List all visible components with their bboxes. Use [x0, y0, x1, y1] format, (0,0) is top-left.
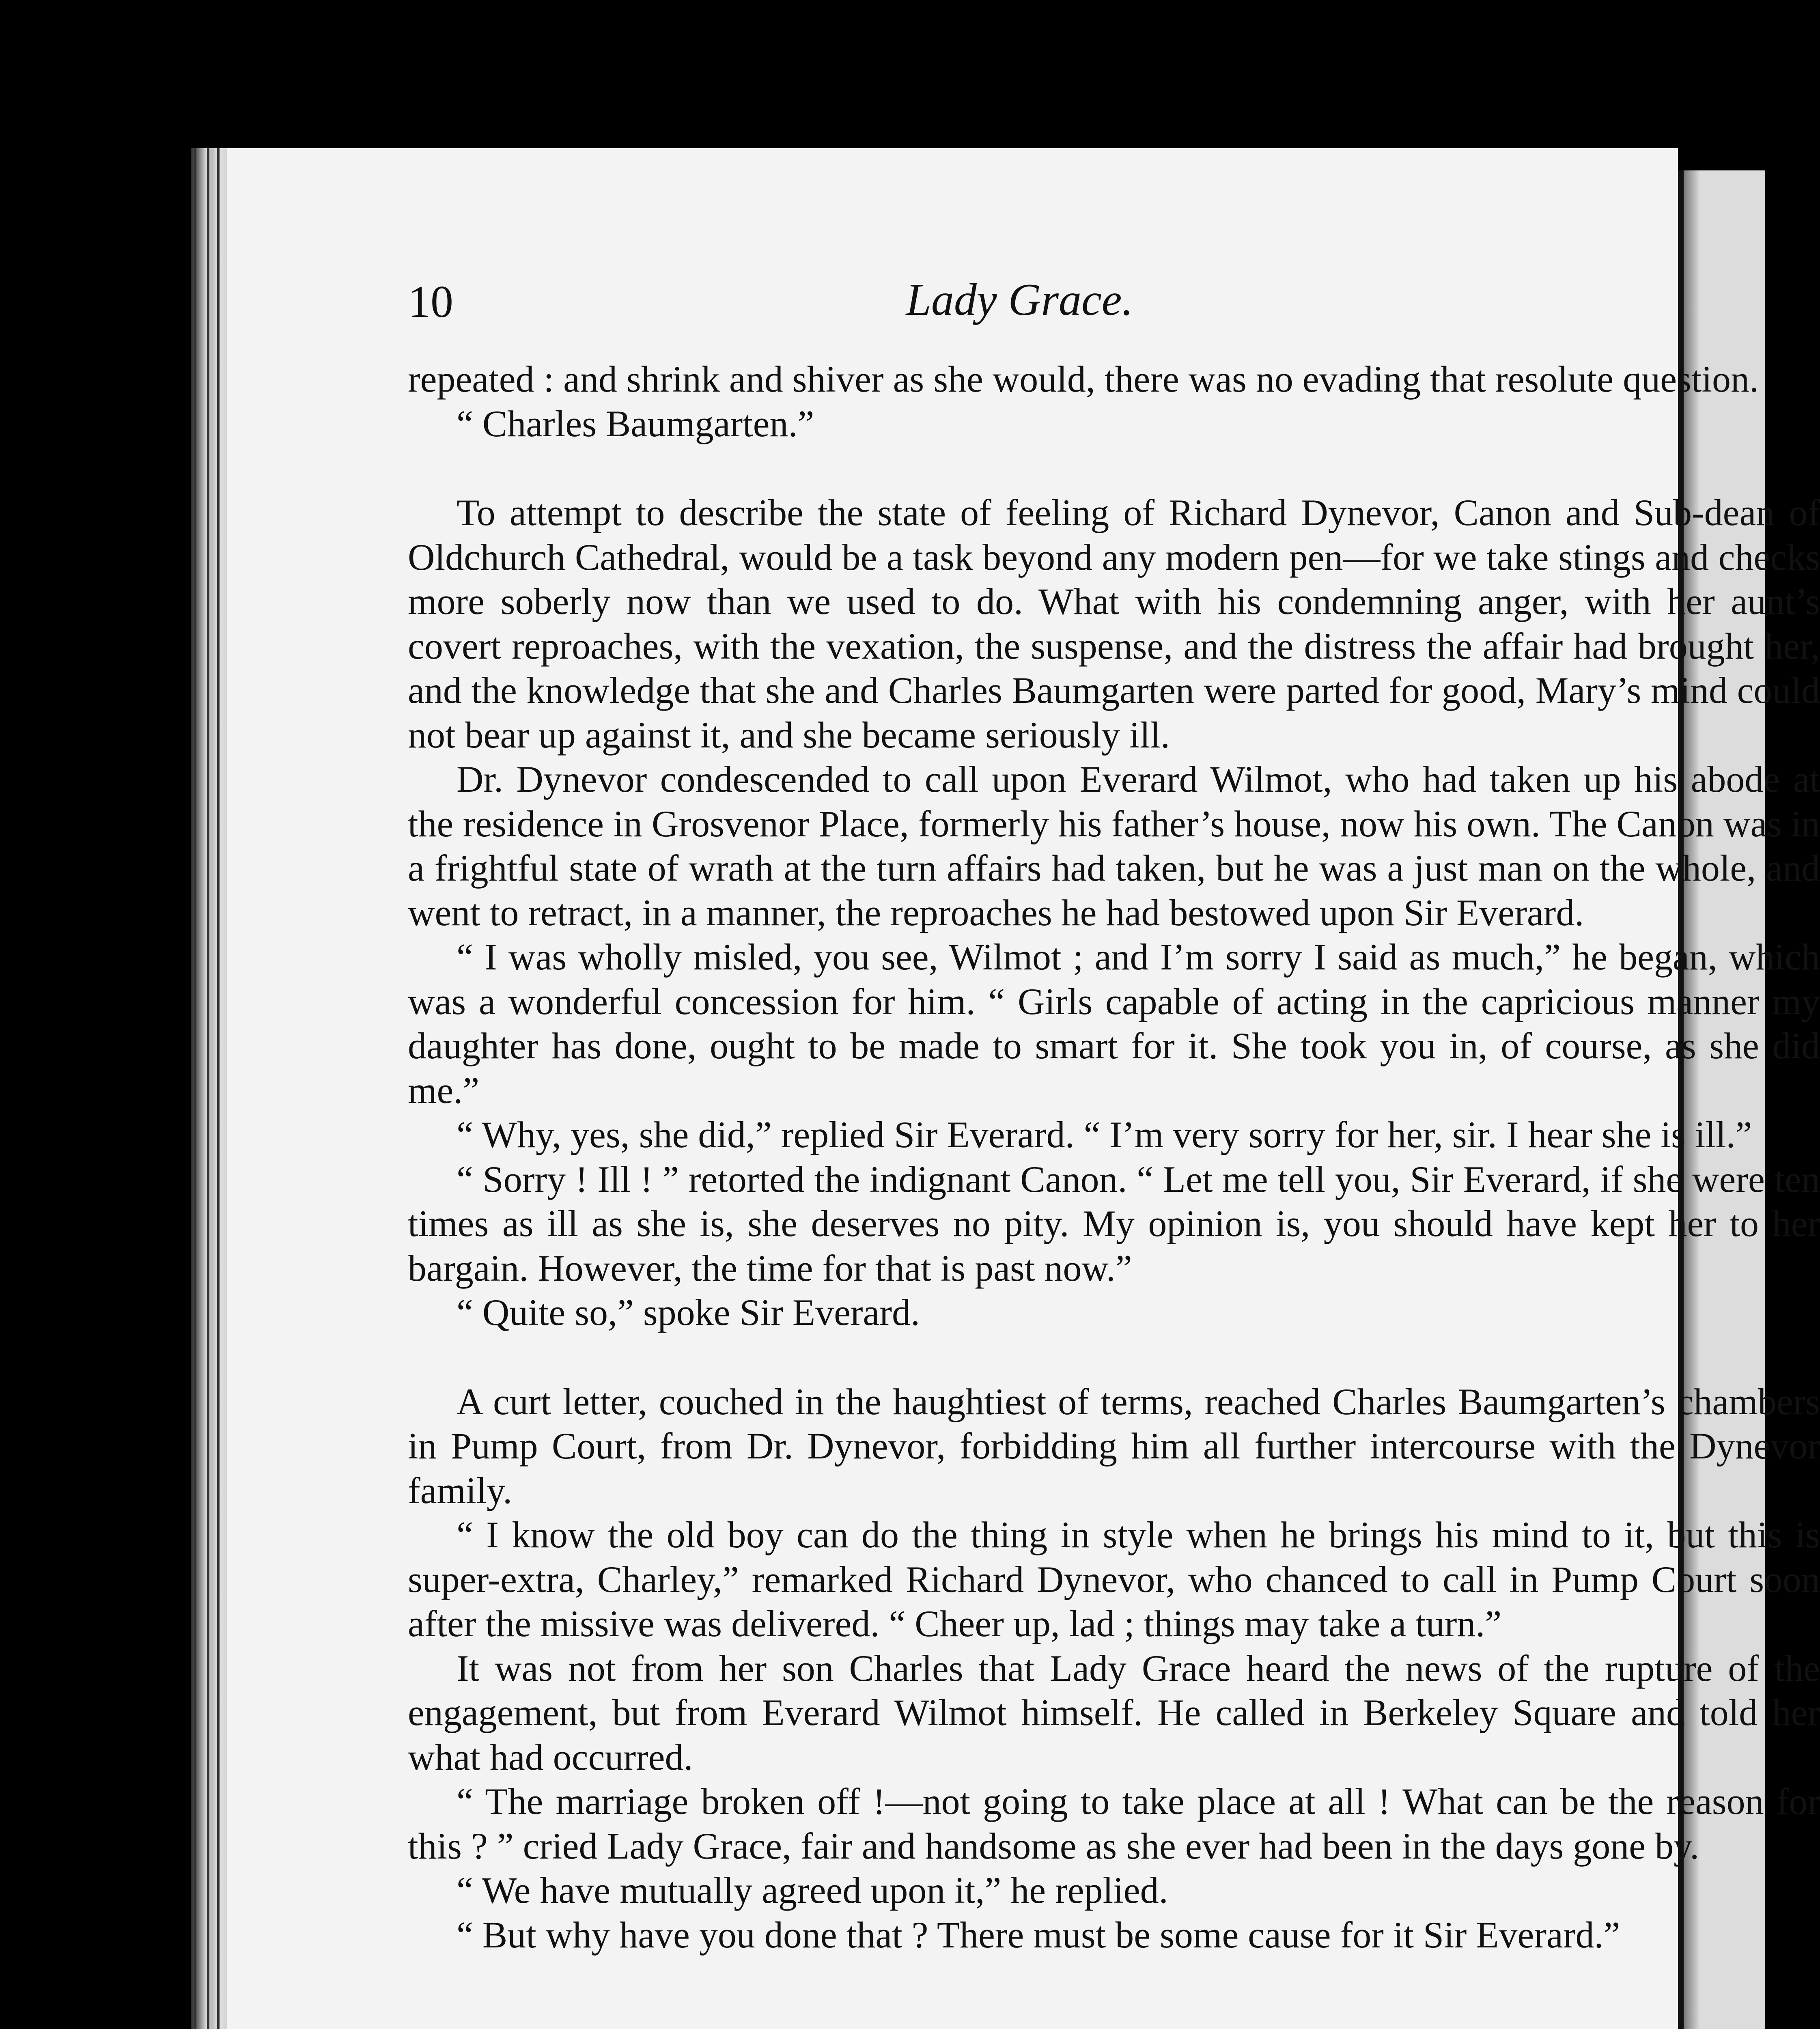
paragraph: “ I was wholly misled, you see, Wilmot ; and I’m sorry I said as much,” he began, which was a wonderful concession for him. “ Girls capable of acting in the capricious manner my daughter has done, ought to be made to smart for it. She took you in, of course, as she did me.” — [408, 936, 1820, 1111]
spine-line — [217, 148, 220, 2029]
page-body — [408, 357, 1820, 1957]
paragraph: “ We have mutually agreed upon it,” he replied. — [457, 1870, 1168, 1911]
paragraph: “ Charles Baumgarten.” — [457, 403, 814, 444]
book-spine — [191, 148, 229, 2029]
paragraph: To attempt to describe the state of feeling of Richard Dynevor, Canon and Sub-dean of Oldchurch Cathedral, would be a task beyond any modern pen—for we take stings and checks more soberly now than we used to do. What with his condemning anger, with her aunt’s covert reproaches, with the vexation, the suspense, and the distress the affair had brought her, and the knowledge that she and Charles Baumgarten were parted for good, Mary’s mind could not bear up against it, and she became seriously ill. — [408, 492, 1820, 756]
paragraph: “ But why have you done that ? There must be some cause for it Sir Everard.” — [457, 1914, 1620, 1956]
paragraph: Dr. Dynevor condescended to call upon Everard Wilmot, who had taken up his abode at the residence in Grosvenor Place, formerly his father’s house, now his own. The Canon was in a frightful state of wrath at the turn affairs had taken, but he was a just man on the whole, and went to retract, in a manner, the reproaches he had bestowed upon Sir Everard. — [408, 758, 1820, 933]
running-title: Lady Grace. — [906, 275, 1133, 325]
paragraph: “ The marriage broken off !—not going to take place at all ! What can be the reason for this ? ” cried Lady Grace, fair and handsome as she ever had been in the days gone by. — [408, 1781, 1820, 1867]
book-page — [227, 148, 1820, 2029]
paragraph: A curt letter, couched in the haughtiest of terms, reached Charles Baumgarten’s chambers in Pump Court, from Dr. Dynevor, forbidding him all further intercourse with the Dynevor family. — [408, 1381, 1820, 1511]
paragraph: “ Quite so,” spoke Sir Everard. — [457, 1292, 920, 1333]
spine-line — [194, 148, 196, 2029]
paragraph: “ Why, yes, she did,” replied Sir Everard. “ I’m very sorry for her, sir. I hear she is ill.” — [457, 1114, 1752, 1155]
paragraph: “ I know the old boy can do the thing in style when he brings his mind to it, but this is super-extra, Charley,” remarked Richard Dynevor, who chanced to call in Pump Court soon after the missive was delivered. “ Cheer up, lad ; things may take a turn.” — [408, 1514, 1820, 1644]
page-number: 10 — [408, 277, 453, 327]
paragraph: “ Sorry ! Ill ! ” retorted the indignant Canon. “ Let me tell you, Sir Everard, if she were ten times as ill as she is, she deserves no pity. My opinion is, you should have kept her to her bargain. However, the time for that is past now.” — [408, 1158, 1820, 1289]
paragraph: It was not from her son Charles that Lady Grace heard the news of the rupture of the engagement, but from Everard Wilmot himself. He called in Berkeley Square and told her what had occurred. — [408, 1647, 1820, 1778]
paragraph: repeated : and shrink and shiver as she would, there was no evading that resolute question. — [408, 358, 1759, 400]
spine-line — [207, 148, 209, 2029]
